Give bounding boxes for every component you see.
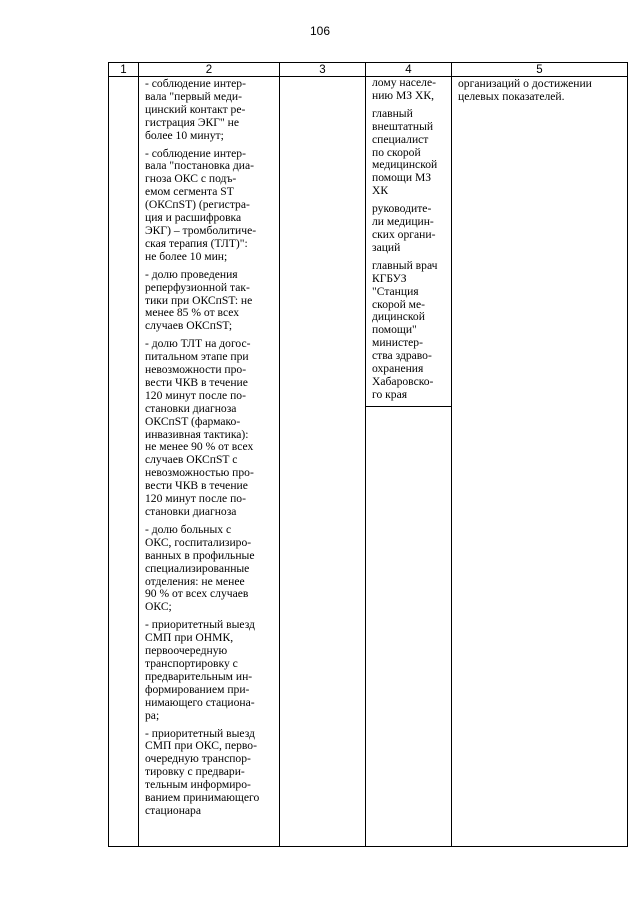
column-header: 2	[139, 63, 280, 77]
page-number: 106	[309, 24, 331, 38]
column-header: 4	[366, 63, 452, 77]
table-header-row	[109, 63, 628, 77]
list-item: руководите- ли медицин- ских органи- заций	[372, 202, 436, 254]
column-header: 1	[109, 63, 139, 77]
list-item: - приоритетный выезд СМП при ОКС, перво- очередную транспор- тировку с предвари- тельным информиро- ванием принимающего стационара	[145, 726, 260, 817]
column-header: 3	[280, 63, 366, 77]
list-item: - приоритетный выезд СМП при ОНМК, первоочередную транспортировку с предварительным ин- формированием при- нимающего стациона- ра;	[145, 618, 255, 722]
list-item: - долю больных с ОКС, госпитализиро- ванных в профильные специализированные отделения: не менее 90 % от всех случаев ОКС;	[145, 522, 255, 614]
column-header: 5	[452, 63, 628, 77]
cell-col1	[109, 77, 139, 847]
indicator-list	[145, 78, 275, 818]
cell-col3	[280, 77, 366, 847]
list-item: - соблюдение интер- вала "первый меди- цинский контакт ре- гистрация ЭКГ" не более 10 минут;	[145, 77, 246, 142]
list-item: главный внештатный специалист по скорой медицинской помощи МЗ ХК	[372, 106, 438, 198]
cell-col5	[452, 77, 628, 847]
list-item: - долю проведения реперфузионной так- тики при ОКСпST: не менее 85 % от всех случаев ОКСпST;	[145, 267, 253, 333]
cell-col4	[366, 77, 452, 847]
table-row	[109, 77, 628, 847]
result-list	[458, 78, 623, 104]
list-item: организаций о достижении целевых показателей.	[458, 77, 592, 103]
cell-col2	[139, 77, 280, 847]
responsible-list	[366, 77, 451, 407]
list-item: лому населе- нию МЗ ХК,	[372, 76, 436, 102]
document-table	[108, 62, 628, 847]
list-item: главный врач КГБУЗ "Станция скорой ме- дицинской помощи" министер- ства здраво- охранения Хабаровско- го края	[372, 258, 438, 401]
list-item: - долю ТЛТ на догос- питальном этапе при невозможности про- вести ЧКВ в течение 120 минут после по- становки диагноза ОКСпST (фармако- инвазивная тактика): не менее 90 % от всех случаев ОКСпST с невозможностью про- вести ЧКВ в течение 120 минут после по- становки диагноза	[145, 337, 254, 518]
list-item: - соблюдение интер- вала "постановка диа- гноза ОКС с подъ- емом сегмента ST (ОКСпST) (регистра- ция и расшифровка ЭКГ) – тромболитиче- ская терапия (ТЛТ)": не более 10 мин;	[145, 146, 257, 263]
